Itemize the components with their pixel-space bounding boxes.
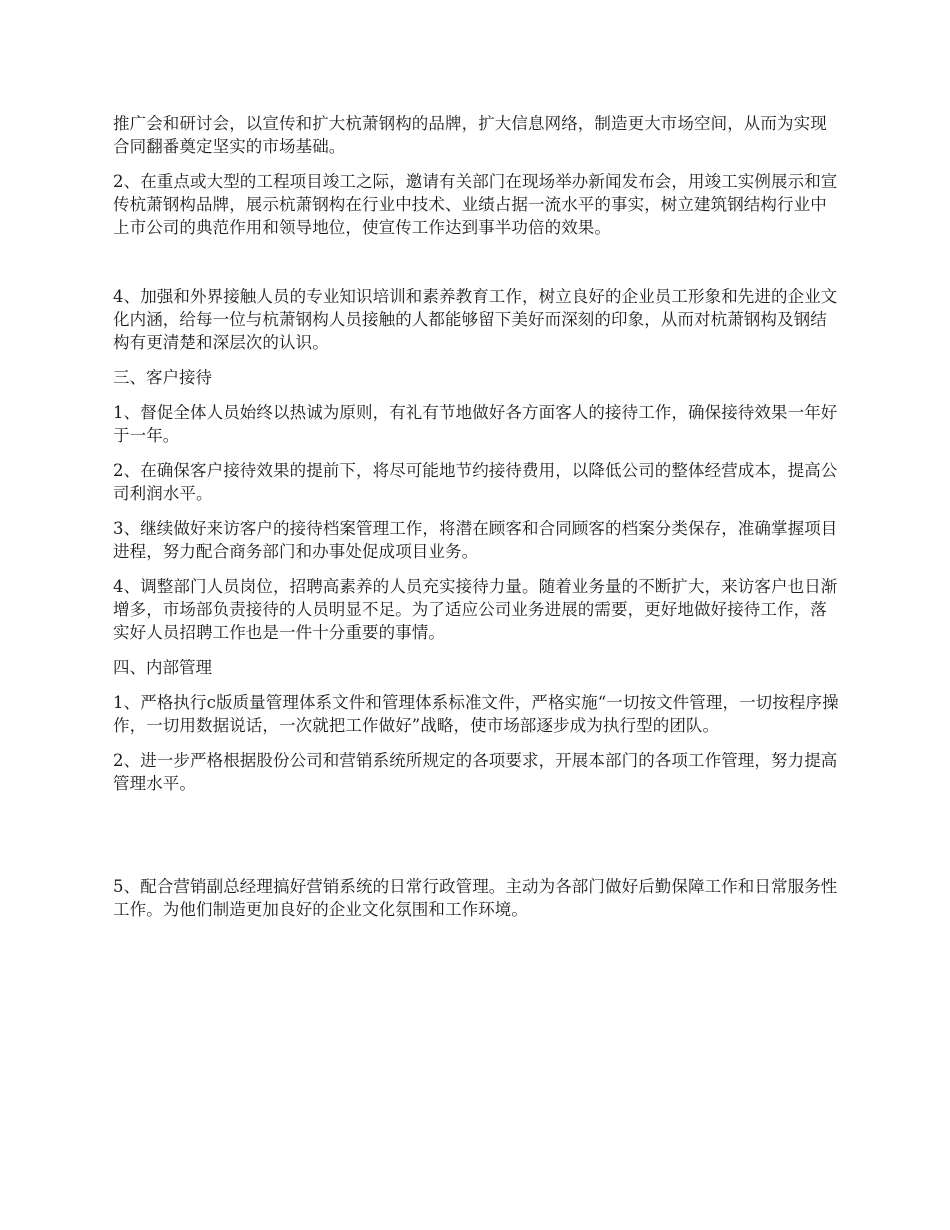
section-heading-reception: 三、客户接待 (113, 368, 212, 387)
list-item: 3、继续做好来访客户的接待档案管理工作，将潜在顾客和合同顾客的档案分类保存，准确掌握项目进程，努力配合商务部门和办事处促成项目业务。 (113, 519, 838, 561)
paragraph-item-5-admin: 5、配合营销副总经理搞好营销系统的日常行政管理。主动为各部门做好后勤保障工作和日常服务性工作。为他们制造更加良好的企业文化氛围和工作环境。 (113, 877, 838, 919)
blank-gap (113, 807, 843, 875)
list-item: 2、进一步严格根据股份公司和营销系统所规定的各项要求，开展本部门的各项工作管理，努力提高管理水平。 (113, 751, 838, 793)
blank-gap (113, 251, 843, 285)
document-body (113, 112, 843, 933)
paragraph-item-4-training: 4、加强和外界接触人员的专业知识培训和素养教育工作，树立良好的企业员工形象和先进的企业文化内涵，给每一位与杭萧钢构人员接触的人都能够留下美好而深刻的印象，从而对杭萧钢构及钢结构有更清楚和深层次的认识。 (113, 287, 838, 352)
list-item: 4、调整部门人员岗位，招聘高素养的人员充实接待力量。随着业务量的不断扩大，来访客户也日渐增多，市场部负责接待的人员明显不足。为了适应公司业务进展的需要，更好地做好接待工作，落实好人员招聘工作也是一件十分重要的事情。 (113, 577, 838, 642)
paragraph-item-2-press: 2、在重点或大型的工程项目竣工之际，邀请有关部门在现场举办新闻发布会，用竣工实例展示和宣传杭萧钢构品牌，展示杭萧钢构在行业中技术、业绩占据一流水平的事实，树立建筑钢结构行业中上市公司的典范作用和领导地位，使宣传工作达到事半功倍的效果。 (113, 172, 838, 237)
list-item: 1、严格执行c版质量管理体系文件和管理体系标准文件，严格实施“一切按文件管理，一切按程序操作，一切用数据说话，一次就把工作做好”战略，使市场部逐步成为执行型的团队。 (113, 693, 839, 735)
list-item: 2、在确保客户接待效果的提前下，将尽可能地节约接待费用，以降低公司的整体经营成本，提高公司利润水平。 (113, 461, 838, 503)
list-item: 1、督促全体人员始终以热诚为原则，有礼有节地做好各方面客人的接待工作，确保接待效果一年好于一年。 (113, 403, 838, 445)
section-heading-internal-management: 四、内部管理 (113, 658, 212, 677)
paragraph-promotion: 推广会和研讨会，以宣传和扩大杭萧钢构的品牌，扩大信息网络，制造更大市场空间，从而为实现合同翻番奠定坚实的市场基础。 (113, 114, 827, 156)
